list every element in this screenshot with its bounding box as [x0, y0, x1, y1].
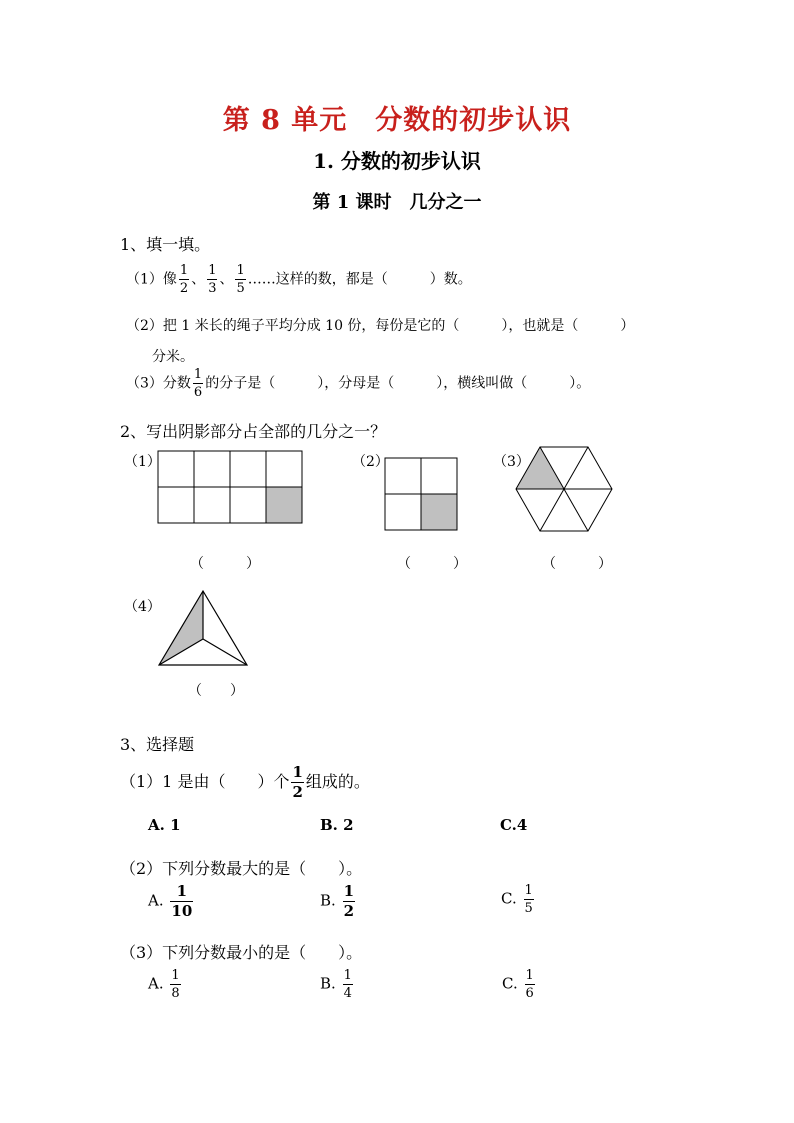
option-b: B. $\frac{1}{4}$ — [320, 968, 352, 1001]
figure-label: （3） — [493, 454, 530, 470]
q1-item3-prefix: （3）分数 — [126, 375, 191, 392]
option-a: A. 1 — [148, 816, 181, 834]
figure-square-grid — [383, 456, 459, 532]
unit-title: 第 8 单元 分数的初步认识 — [222, 105, 572, 136]
q1-item3-suffix: 的分子是（ ），分母是（ ），横线叫做（ ）。 — [205, 375, 591, 392]
shaded-cell — [421, 494, 457, 530]
fraction: $\frac{1}{10}$ — [171, 882, 193, 920]
q1-item3 — [126, 368, 590, 399]
q1-item1: （1）像 $\frac{1}{2}$ 、 $\frac{1}{3}$ 、 $\frac{1}{5}$ ……这样的数，都是（ ）数。 — [126, 263, 472, 296]
figure-label: （4） — [124, 599, 161, 615]
option-a: A. $\frac{1}{8}$ — [148, 968, 180, 1001]
shaded-cell — [266, 487, 302, 523]
fraction: $\frac{1}{2}$ — [343, 882, 355, 920]
shaded-triangle — [516, 447, 564, 489]
figure-label: （2） — [352, 454, 389, 470]
figure-triangle — [157, 589, 249, 669]
answer-blank: （ ） — [542, 556, 612, 572]
answer-blank: （ ） — [190, 556, 260, 572]
option-b: B. $\frac{1}{2}$ — [320, 882, 355, 920]
figure-hexagon — [514, 445, 614, 535]
lesson-title: 第 1 课时 几分之一 — [312, 192, 482, 213]
fraction: $\frac{1}{2}$ — [292, 763, 303, 801]
q1-heading: 1、填一填。 — [120, 235, 211, 254]
fraction: $\frac{1}{3}$ — [208, 263, 217, 296]
q1-item2-line2: 分米。 — [152, 349, 194, 365]
section-title: 1. 分数的初步认识 — [313, 149, 481, 173]
fraction: $\frac{1}{5}$ — [236, 263, 245, 296]
figure-rectangle-grid — [156, 449, 304, 525]
q3-item1-suffix: 组成的。 — [305, 772, 370, 791]
fraction: $\frac{1}{4}$ — [343, 968, 352, 1001]
option-c: C. $\frac{1}{5}$ — [501, 883, 533, 916]
option-a: A. $\frac{1}{10}$ — [148, 882, 193, 920]
answer-blank: （ ） — [188, 683, 244, 699]
fraction: $\frac{1}{8}$ — [171, 968, 180, 1001]
fraction: $\frac{1}{2}$ — [179, 263, 189, 296]
q3-item2: （2）下列分数最大的是（ ）。 — [120, 859, 363, 878]
option-c: C. $\frac{1}{6}$ — [502, 968, 534, 1001]
q1-item1-prefix: （1）像 — [126, 271, 177, 288]
answer-blank: （ ） — [397, 556, 467, 572]
fraction: $\frac{1}{6}$ — [525, 968, 534, 1001]
fraction: $\frac{1}{6}$ — [193, 367, 203, 400]
option-c: C.4 — [500, 816, 528, 834]
q3-item1-prefix: （1）1 是由（ ）个 — [120, 772, 290, 791]
q1-item1-suffix: ……这样的数，都是（ ）数。 — [247, 271, 472, 288]
fraction: $\frac{1}{5}$ — [524, 883, 533, 916]
q2-heading: 2、写出阴影部分占全部的几分之一？ — [120, 422, 387, 441]
q3-item1 — [120, 765, 370, 800]
q3-item3: （3）下列分数最小的是（ ）。 — [120, 943, 363, 962]
figure-label: （1） — [124, 454, 161, 470]
q3-heading: 3、选择题 — [120, 735, 195, 754]
option-b: B. 2 — [320, 816, 354, 834]
q1-item2-line1: （2）把 1 米长的绳子平均分成 10 份，每份是它的（ ），也就是（ ） — [126, 318, 635, 334]
